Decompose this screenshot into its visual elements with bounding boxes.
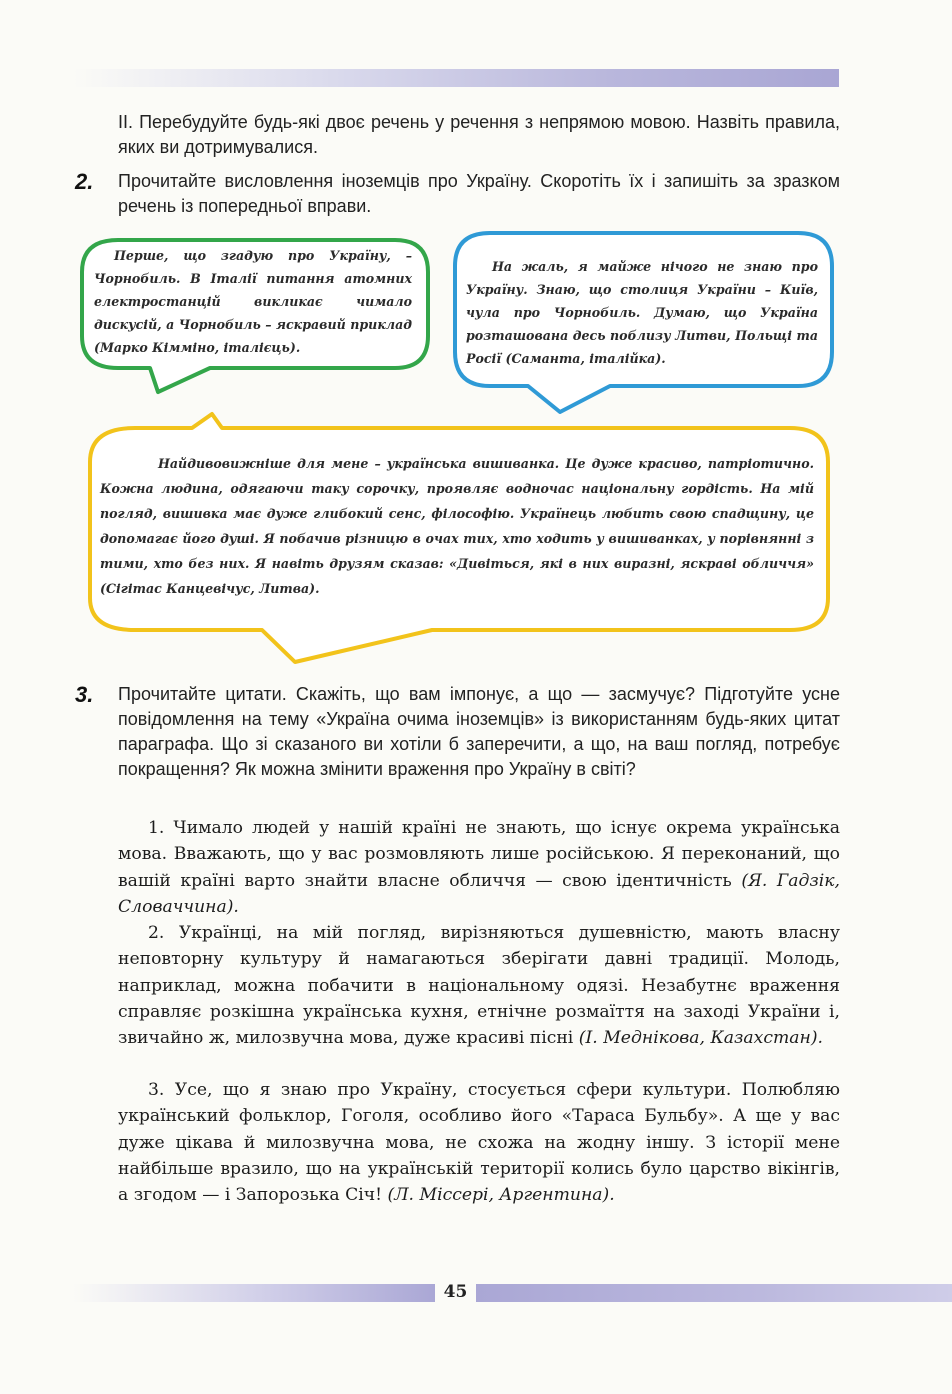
task-2-text: Прочитайте висловлення іноземців про Україну. Скоротіть їх і запишіть за зразком речень із попередньої вправи.: [118, 171, 840, 216]
footer-decorative-bar-right: [476, 1284, 952, 1302]
quote-1: 1. Чимало людей у нашій країні не знають, що існує окрема українська мова. Вважають, що у вас розмовляють лише російською. Я переконаний, що вашій країні варто знайти власне обличчя — свою ідентичність (Я. Гадзік, Словаччина).: [118, 818, 841, 917]
task-3-text: Прочитайте цитати. Скажіть, що вам імпонує, а що — засмучує? Підготуйте усне повідомлення на тему «Україна очима іноземців» із використанням будь-яких цитат параграфа. Що зі сказаного ви хотіли б заперечити, а що, на ваш погляд, потребує покращення? Як можна змінити враження про Україну в світі?: [118, 684, 840, 779]
task-3-number: 3.: [75, 682, 94, 707]
page-number: 45: [443, 1282, 468, 1302]
quote-2: 2. Українці, на мій погляд, вирізняються душевністю, мають власну неповторну культуру й намагаються зберігати давні традиції. Молодь, наприклад, можна побачити в національному одязі. Незабутнє враження справляє розкішна українська кухня, етнічне розмаїття на заході України і, звичайно ж, милозвучна мова, дуже красиві пісні (І. Меднікова, Казахстан).: [118, 923, 840, 1049]
quote-3: 3. Усе, що я знаю про Україну, стосується сфери культури. Полюбляю український фольклор, Гоголя, особливо його «Тараса Бульбу». А ще у вас дуже цікава й милозвучна мова, не схожа на жодну іншу. З історії мене найбільше вразило, що на українській території колись було царство вікінгів, а згодом — і Запорозька Січ! (Л. Міссері, Аргентина).: [118, 1080, 840, 1206]
quote-1-source: (Я. Гадзік, Словаччина).: [118, 870, 841, 917]
footer-decorative-bar-left: [73, 1284, 435, 1302]
green-bubble-quote: Перше, що згадую про Україну, – Чорнобиль. В Італії питання атомних електростанцій викликає чимало дискусій, а Чорнобиль – яскравий приклад (Марко Кімміно, італієць).: [94, 248, 412, 355]
blue-bubble-quote: На жаль, я майже нічого не знаю про Україну. Знаю, що столиця України – Київ, чула про Чорнобиль. Думаю, що Україна розташована десь поблизу Литви, Польщі та Росії (Саманта, італійка).: [466, 259, 818, 366]
quote-2-source: (І. Меднікова, Казахстан).: [578, 1028, 823, 1049]
task-2-number: 2.: [75, 169, 94, 194]
task-1-part-2: II. Перебудуйте будь-які двоє речень у речення з непрямою мовою. Назвіть правила, яких ви дотримувалися.: [118, 112, 840, 157]
yellow-bubble-quote: Найдивовижніше для мене – українська вишиванка. Це дуже красиво, патріотично. Кожна людина, одягаючи таку сорочку, проявляє водночас національну гордість. На мій погляд, вишивка має дуже глибокий сенс, філософію. Українець любить свою спадщину, це допомагає його душі. Я побачив різницю в очах тих, хто ходить у вишиванках, у порівнянні з тими, хто без них. Я навіть друзям сказав: «Дивіться, які в них виразні, яскраві обличчя» (Сігітас Канцевічус, Литва).: [100, 456, 814, 596]
quote-3-source: (Л. Міссері, Аргентина).: [387, 1185, 615, 1206]
